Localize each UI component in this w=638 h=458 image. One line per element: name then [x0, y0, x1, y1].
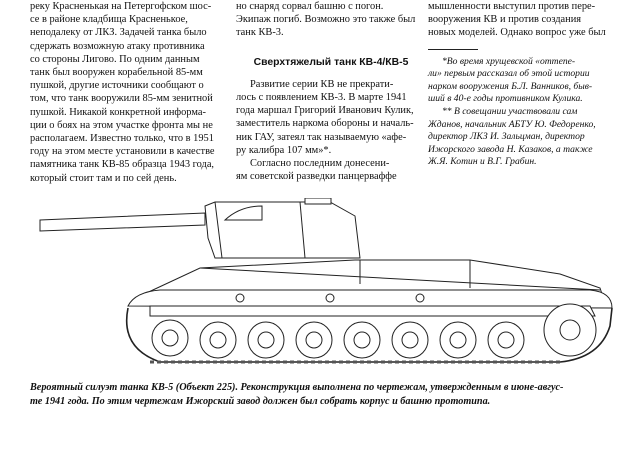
text-line: танк КВ-3. — [236, 27, 284, 39]
text-line: том, что танк вооружили 85-мм зенитной — [30, 93, 213, 105]
text-line: пушкой, другие источники сообщают о — [30, 80, 204, 92]
text-line: неподалеку от ЛКЗ. Задачей танка было — [30, 27, 207, 39]
section-title: Сверхтяжелый танк КВ-4/КВ-5 — [253, 56, 409, 68]
turret — [205, 202, 360, 258]
footnote-divider — [428, 49, 478, 50]
caption-line: те 1941 года. По этим чертежам Ижорский завод должен был собрать корпус и башню прототипа. — [30, 396, 491, 407]
text-line: Развитие серии КВ не прекрати- — [250, 78, 394, 90]
text-line: мышленности выступил против пере- — [428, 1, 596, 12]
gun-barrel — [40, 213, 205, 231]
lower-hull — [150, 306, 595, 316]
text-line: со стороны Лигово. По одним данным — [30, 53, 200, 65]
text-line: располагаем. Известно только, что в 1951 — [30, 133, 214, 145]
footnote-1 — [428, 56, 606, 106]
return-roller — [416, 294, 424, 302]
return-roller — [236, 294, 244, 302]
text-line: танк был вооружен корабельной 85-мм — [30, 67, 203, 79]
text-line: года маршал Григорий Иванович Кулик, — [236, 105, 414, 117]
text-line: заместитель наркома обороны и началь- — [236, 118, 414, 130]
text-column-right — [428, 0, 606, 169]
footnote-line: нарком вооружения Б.Л. Ванников, быв- — [428, 80, 593, 92]
figure-caption — [30, 381, 610, 409]
footnote-line: *Во время хрущевской «оттепе- — [442, 55, 576, 67]
footnote-line: директор ЛКЗ И. Зальцман, директор — [428, 131, 585, 143]
text-line: лось с появлением КВ-3. В марте 1941 — [236, 92, 407, 104]
text-line: который стоит там и по сей день. — [30, 172, 177, 184]
tank-silhouette-drawing — [0, 198, 638, 378]
text-column-left-lines — [30, 0, 226, 185]
text-line: ям советской разведки панцерваффе — [236, 171, 397, 183]
turret-hatch — [305, 198, 331, 204]
caption-line: Вероятный силуэт танка КВ-5 (Объект 225). Реконструкция выполнена по чертежам, утвержденным в июне-авгус- — [30, 382, 564, 393]
footnote-2 — [428, 106, 606, 169]
text-line: Экипаж погиб. Возможно это также был — [236, 14, 416, 26]
text-column-left — [30, 0, 226, 185]
footnote-line: Ижорского завода Н. Казаков, а также — [428, 143, 593, 155]
return-roller — [326, 294, 334, 302]
text-column-middle — [236, 0, 426, 183]
text-line: ции о боях на этом участке фронта мы не — [30, 119, 213, 131]
footnote-line: Ж.Я. Котин и В.Г. Грабин. — [428, 156, 537, 168]
text-line: се в районе кладбища Красненькое, — [30, 14, 188, 26]
text-line: но снаряд сорвал башню с погон. — [236, 1, 384, 12]
text-line: новых моделей. Однако вопрос уже был — [428, 27, 606, 39]
text-line: вооружения КВ и против создания — [428, 14, 582, 26]
footnote-line: ший в 40-е годы противником Кулика. — [428, 93, 583, 105]
footnote-line: ** В совещании участвовали сам — [442, 105, 578, 117]
text-line: памятника танк КВ-85 образца 1943 года, — [30, 159, 215, 171]
text-line: пушкой. Никакой конкретной информа- — [30, 106, 206, 118]
text-line: году на этом месте установили в качестве — [30, 146, 215, 158]
text-line: сдержать возможную атаку противника — [30, 40, 205, 52]
text-line: Согласно последним донесени- — [250, 158, 390, 170]
text-line: ру калибра 107 мм»*. — [236, 144, 332, 156]
text-line: реку Красненькая на Петергофском шос- — [30, 1, 212, 12]
text-line: ник ГАУ, затеял так называемую «афе- — [236, 131, 407, 143]
footnote-line: ли» первым рассказал об этой истории — [428, 68, 590, 80]
track-upper — [128, 290, 612, 308]
footnote-line: Жданов, начальник АБТУ Ю. Федоренко, — [428, 118, 596, 130]
